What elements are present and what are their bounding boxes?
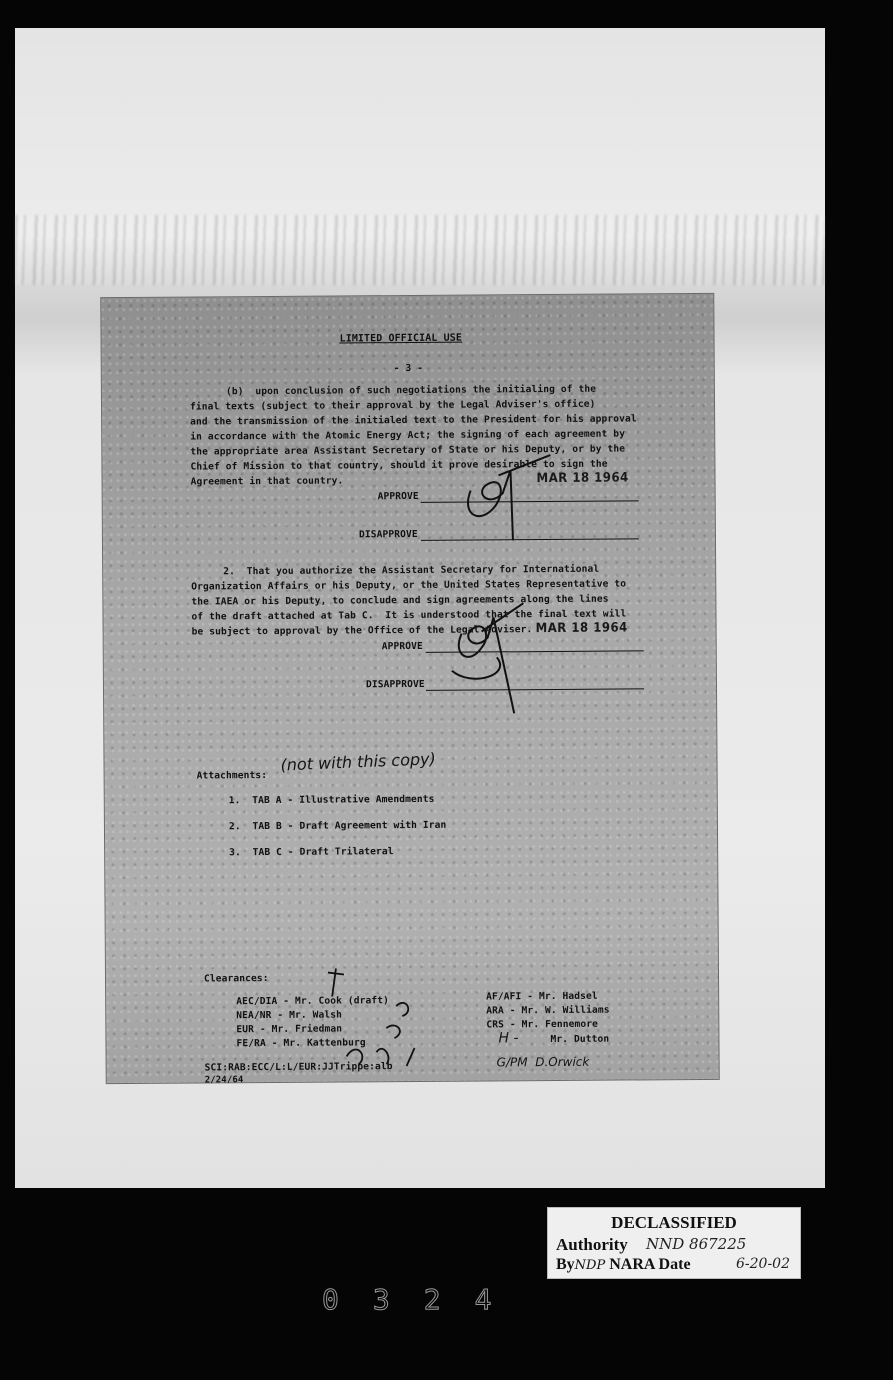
drafter-date: 2/24/64 [204,1075,244,1086]
paragraph-line: of the draft attached at Tab C. It is understood that the final text will [191,608,627,623]
clearances-label: Clearances: [203,972,269,985]
clearance-left: NEA/NR - Mr. Walsh [236,1009,343,1022]
authority-value: NND 867225 [646,1235,747,1253]
paragraph-line: the appropriate area Assistant Secretary of State or his Deputy, or by the [190,443,626,458]
approval-initials-signature [421,595,542,716]
attachment-item: 1. TAB A - Illustrative Amendments [228,793,435,807]
approve-label: APPROVE [377,490,419,503]
attachment-item: 3. TAB C - Draft Trilateral [229,846,394,859]
handwritten-not-with-copy: (not with this copy) [280,749,437,775]
paragraph-line: the IAEA or his Deputy, to conclude and sign agreements along the lines [191,593,609,608]
clearance-left: AEC/DIA - Mr. Cook (draft) [236,995,389,1008]
declassified-title: DECLASSIFIED [611,1213,737,1232]
attachment-item: 2. TAB B - Draft Agreement with Iran [228,819,447,833]
clearance-right: Mr. Dutton [550,1033,610,1046]
drafter-line: SCI:RAB:ECC/L:L/EUR:JJTrippe:alb [204,1061,393,1074]
nara-date-label: NARA Date [609,1256,691,1273]
film-smudge [15,215,825,285]
clearance-right: AF/AFI - Mr. Hadsel [486,990,598,1003]
by-label [556,1256,691,1274]
clearance-initials [246,956,447,1077]
clearance-right: CRS - Mr. Fennemore [486,1018,599,1031]
paragraph-line: and the transmission of the initialed text to the President for his approval [190,413,637,428]
disapprove-label: DISAPPROVE [358,528,418,541]
clearance-right: ARA - Mr. W. Williams [486,1004,610,1017]
by-value: NDP [574,1258,606,1273]
approve-label: APPROVE [381,640,423,653]
handwritten-h: H - [498,1030,519,1047]
paragraph-line: Organization Affairs or his Deputy, or the United States Representative to [191,578,627,593]
paragraph-line: be subject to approval by the Office of the Legal Adviser. [191,624,533,638]
paragraph-line: 2. That you authorize the Assistant Secretary for International [223,563,600,578]
date-stamp: MAR 18 1964 [536,470,629,487]
frame-number: 0324 [322,1283,526,1316]
clearance-left: EUR - Mr. Friedman [236,1023,343,1036]
paragraph-line: in accordance with the Atomic Energy Act; the signing of each agreement by [190,428,626,443]
approval-initials-signature [440,445,561,556]
by-label-text: By [556,1256,575,1273]
classification-header: LIMITED OFFICIAL USE [339,332,463,345]
date-stamp: MAR 18 1964 [535,620,628,637]
declassification-stamp [548,1208,800,1278]
paragraph-line: final texts (subject to their approval by the Legal Adviser's office) [189,398,596,413]
nara-date-value: 6-20-02 [736,1256,790,1272]
page-number: - 3 - [393,362,424,375]
clearance-left: FE/RA - Mr. Kattenburg [236,1037,366,1050]
paragraph-line: (b) upon conclusion of such negotiations the initialing of the [225,383,597,398]
paragraph-line: Agreement in that country. [190,475,344,488]
attachments-label: Attachments: [196,769,268,782]
handwritten-gpm-orwick: G/PM D.Orwick [496,1054,590,1070]
paragraph-line: Chief of Mission to that country, should it prove desirable to sign the [190,458,608,473]
authority-label: Authority [556,1235,628,1254]
disapprove-label: DISAPPROVE [365,678,425,691]
document-page [101,294,718,1086]
